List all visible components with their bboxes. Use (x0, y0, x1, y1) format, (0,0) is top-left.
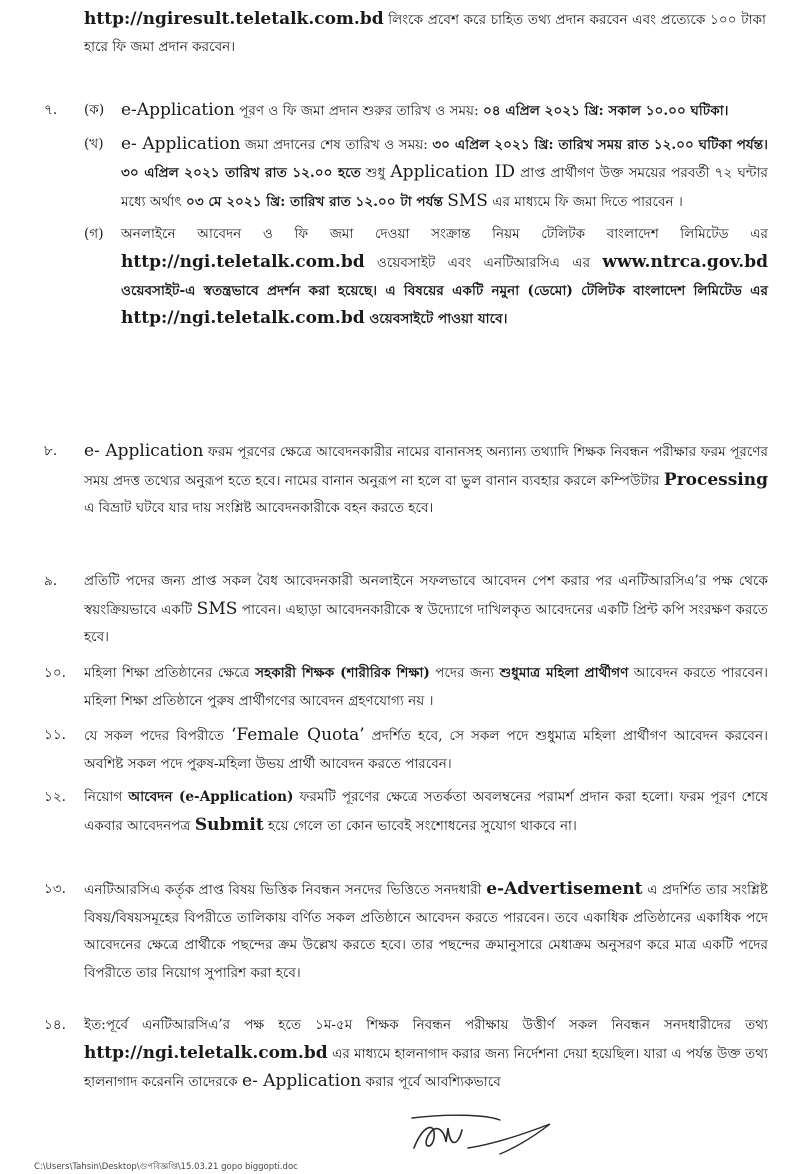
sub-label: (খ) (84, 135, 104, 152)
sub-text: e- Application জমা প্রদানের শেষ তারিখ ও সময়: ৩০ এপ্রিল ২০২১ খ্রি: তারিখ সময় রাত ১২.০০ ঘটিকা পর্যন্ত। ৩০ এপ্রিল ২০২১ তারিখ রাত ১২.০০ হতে শুধু Application ID প্রাপ্ত প্রার্থীগণ উক্ত সময়ের পরবর্তী ৭২ ঘন্টার মধ্যে অর্থাৎ ০৩ মে ২০২১ খ্রি: তারিখ রাত ১২.০০ টা পর্যন্ত SMS এর মাধ্যমে ফি জমা দিতে পারবেন । (121, 133, 769, 211)
sub-text: অনলাইনে আবেদন ও ফি জমা দেওয়া সংক্রান্ত নিয়ম টেলিটক বাংলাদেশ লিমিটেড এর http://ngi.teletalk.com.bd ওয়েবসাইট এবং এনটিআরসিএ এর www.ntrca.gov.bd ওয়েবসাইট-এ স্বতন্ত্রভাবে প্রদর্শন করা হয়েছে। এ বিষয়ের একটি নমুনা (ডেমো) টেলিটক বাংলাদেশ লিমিটেড এর http://ngi.teletalk.com.bd ওয়েবসাইটে পাওয়া যাবে। (121, 226, 768, 329)
item-number: ৮. (44, 443, 58, 459)
item-9-text: প্রতিটি পদের জন্য প্রাপ্ত সকল বৈধ আবেদনকারী অনলাইনে সফলভাবে আবেদন পেশ করার পর এনটিআরসিএ’র পক্ষ থেকে স্বয়ংক্রিয়ভাবে একটি SMS পাবেন। এছাড়া আবেদনকারীকে স্ব উদ্যোগে দাখিলকৃত আবেদনের একটি প্রিন্ট কপি সংরক্ষণ করতে হবে। (84, 573, 768, 646)
item-7-ga (84, 221, 768, 333)
item-number: ১৪. (44, 1017, 66, 1033)
item-number: ৭. (44, 102, 58, 118)
teletalk-url[interactable]: http://ngi.teletalk.com.bd (84, 1042, 328, 1063)
item-9 (44, 568, 768, 652)
item-13-text: এনটিআরসিএ কর্তৃক প্রাপ্ত বিষয় ভিত্তিক নিবন্ধন সনদের ভিত্তিতে সনদধারী e-Advertisement এ প্রদর্শিত তার সংশ্লিষ্ট বিষয়/বিষয়সমূহের বিপরীতে তালিকায় বর্ণিত সকল প্রতিষ্ঠানে আবেদন করতে পারবেন। তবে একাধিক প্রতিষ্ঠানের একাধিক পদে আবেদনের ক্ষেত্রে প্রার্থীকে পছন্দের ক্রম উল্লেখ করতে হবে। তার পছন্দের ক্রমানুসারে মেধাক্রম অনুসরণ করে মাত্র একটি পদের বিপরীতে তার নিয়োগ সুপারিশ করা হবে। (84, 879, 768, 981)
teletalk-url[interactable]: http://ngi.teletalk.com.bd (121, 251, 365, 272)
item-7-kha (84, 131, 768, 217)
item-12 (44, 784, 768, 840)
item-number: ১০. (44, 665, 66, 681)
item-number: ৯. (44, 573, 58, 589)
sub-label: (গ) (84, 226, 104, 243)
item-13 (44, 876, 768, 987)
item-14-text: ইত:পূর্বে এনটিআরসিএ’র পক্ষ হতে ১ম-৫ম শিক্ষক নিবন্ধন পরীক্ষায় উত্তীর্ণ সকল নিবন্ধন সনদধারীদের তথ্য http://ngi.teletalk.com.bd এর মাধ্যমে হালনাগাদ করার জন্য নির্দেশনা দেয়া হয়েছিল। যারা এ পর্যন্ত উক্ত তথ্য হালনাগাদ করেননি তাদেরকে e- Application করার পূর্বে আবশ্যিকভাবে (84, 1017, 768, 1092)
item-12-text: নিয়োগ আবেদন (e-Application) ফরমটি পূরণের ক্ষেত্রে সতর্কতা অবলম্বনের পরামর্শ প্রদান করা হলো। ফরম পূরণ শেষে একবার আবেদনপত্র Submit হয়ে গেলে তা কোন ভাবেই সংশোধনের সুযোগ থাকবে না। (84, 789, 768, 835)
item-8-text: e- Application ফরম পূরণের ক্ষেত্রে আবেদনকারীর নামের বানানসহ অন্যান্য তথ্যাদি শিক্ষক নিবন্ধন পরীক্ষার ফরম পূরণের সময় প্রদত্ত তথ্যের অনুরূপ হতে হবে। নামের বানান অনুরূপ না হলে বা ভুল বানান ব্যবহার করলে কম্পিউটার Processing এ বিভ্রাট ঘটবে যার দায় সংশ্লিষ্ট আবেদনকারীকে বহন করতে হবে। (84, 441, 768, 517)
teletalk-url[interactable]: http://ngi.teletalk.com.bd (121, 308, 365, 329)
lead-paragraph (84, 6, 766, 61)
item-14 (44, 1012, 768, 1097)
item-7-body (84, 97, 768, 334)
item-8 (44, 438, 768, 523)
item-number: ১৩. (44, 881, 66, 897)
file-path-footer: C:\Users\Tahsin\Desktop\গুপবিজ্ঞপ্তি\15.03.21 gopo biggopti.doc (34, 1162, 298, 1172)
item-11 (44, 722, 768, 778)
item-number: ১২. (44, 789, 66, 805)
result-url[interactable]: http://ngiresult.teletalk.com.bd (84, 9, 384, 29)
sub-label: (ক) (84, 102, 105, 118)
item-10-text: মহিলা শিক্ষা প্রতিষ্ঠানের ক্ষেত্রে সহকারী শিক্ষক (শারীরিক শিক্ষা) পদের জন্য শুধুমাত্র মহিলা প্রার্থীগণ আবেদন করতে পারবেন। মহিলা শিক্ষা প্রতিষ্ঠানে পুরুষ প্রার্থীগণের আবেদন গ্রহণযোগ্য নয় । (84, 665, 768, 709)
item-7-ka (84, 97, 768, 126)
item-11-text: যে সকল পদের বিপরীতে ‘Female Quota’ প্রদর্শিত হবে, সে সকল পদে শুধুমাত্র মহিলা প্রার্থীগণ আবেদন করবেন। অবশিষ্ট সকল পদে পুরুষ-মহিলা উভয় প্রার্থী আবেদন করতে পারবেন। (84, 725, 768, 772)
lead-text: লিংকে প্রবেশ করে চাহিত তথ্য প্রদান করবেন এবং প্রত্যেকে ১০০ টাকা হারে ফি জমা প্রদান করবেন। (84, 12, 766, 55)
item-7 (44, 97, 768, 334)
ntrca-url[interactable]: www.ntrca.gov.bd (602, 251, 768, 272)
sub-text: e-Application পূরণ ও ফি জমা প্রদান শুরুর তারিখ ও সময়: ০৪ এপ্রিল ২০২১ খ্রি: সকাল ১০.০০ ঘটিকা। (121, 100, 729, 120)
item-10 (44, 660, 768, 715)
item-number: ১১. (44, 727, 66, 743)
signature-icon (404, 1108, 564, 1164)
